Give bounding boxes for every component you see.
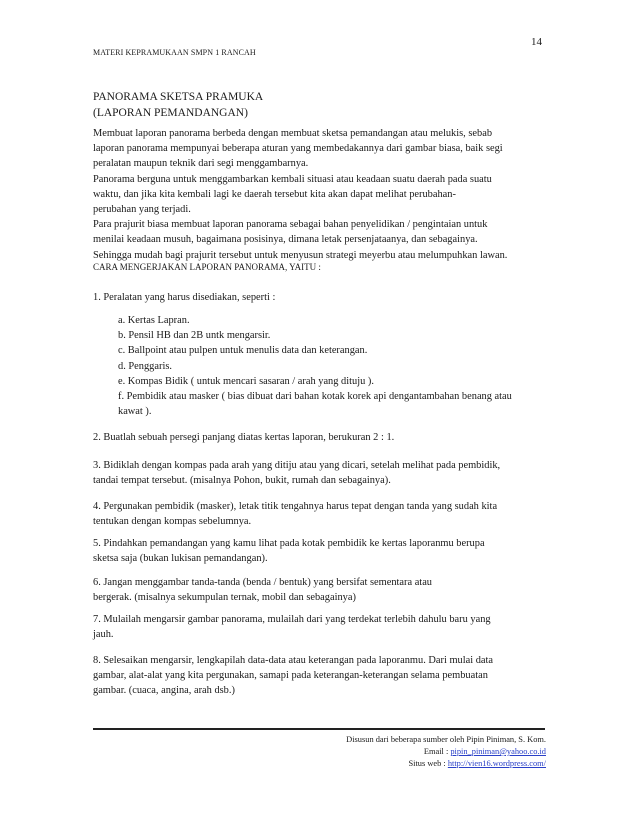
intro-paragraph — [93, 126, 545, 263]
text-line: 6. Jangan menggambar tanda-tanda (benda / bentuk) yang bersifat sementara atau — [93, 577, 432, 588]
footer-source: Disusun dari beberapa sumber oleh Pipin Piniman, S. Kom. — [346, 735, 546, 744]
footer — [346, 734, 546, 770]
text-line: gambar. (cuaca, angina, arah dsb.) — [93, 685, 235, 697]
text-line: gambar, alat-alat yang kita pergunakan, samapi pada keterangan-keterangan selama pembuatan — [93, 670, 488, 682]
list-item: d. Penggaris. — [118, 360, 172, 372]
list-item: c. Ballpoint atau pulpen untuk menulis data dan keterangan. — [118, 345, 368, 357]
step-7 — [93, 612, 545, 642]
list-item: b. Pensil HB dan 2B untk mengarsir. — [118, 330, 271, 342]
text-line: jauh. — [93, 629, 114, 641]
title-line-2: (LAPORAN PEMANDANGAN) — [93, 107, 248, 119]
text-line: 7. Mulailah mengarsir gambar panorama, mulailah dari yang terdekat terlebih dahulu baru yang — [93, 614, 491, 625]
website-link[interactable]: http://vien16.wordpress.com/ — [447, 759, 546, 768]
footer-email-line — [346, 746, 546, 758]
text-line: Sehingga mudah bagi prajurit tersebut untuk menyusun strategi meyerbu atau melumpuhkan lawan. — [93, 249, 508, 261]
title-line-1: PANORAMA SKETSA PRAMUKA — [93, 91, 264, 103]
text-line: 5. Pindahkan pemandangan yang kamu lihat pada kotak pembidik ke kertas laporanmu berupa — [93, 538, 485, 549]
email-link[interactable]: pipin_piniman@yahoo.co.id — [450, 747, 546, 756]
list-item: a. Kertas Lapran. — [118, 315, 190, 326]
list-item: e. Kompas Bidik ( untuk mencari sasaran / arah yang dituju ). — [118, 375, 374, 387]
text-line: sketsa saja (bukan lukisan pemandangan). — [93, 553, 268, 565]
footer-divider — [93, 728, 545, 730]
step-8 — [93, 653, 545, 699]
text-line: laporan panorama mempunyai beberapa aturan yang membedakannya dari gambar biasa, baik segi — [93, 143, 503, 155]
website-label: Situs web : — [408, 759, 448, 768]
step-3 — [93, 458, 545, 488]
step-4 — [93, 499, 545, 529]
text-line: 4. Pergunakan pembidik (masker), letak titik tengahnya harus tepat dengan tanda yang sudah kita — [93, 501, 498, 512]
text-line: Membuat laporan panorama berbeda dengan membuat sketsa pemandangan atau melukis, sebab — [93, 128, 493, 139]
equipment-list — [118, 313, 545, 419]
text-line: tandai tempat tersebut. (misalnya Pohon, bukit, rumah dan sebagainya). — [93, 475, 391, 487]
step-5 — [93, 536, 545, 566]
text-line: 8. Selesaikan mengarsir, lengkapilah data-data atau keterangan pada laporanmu. Dari mulai data — [93, 655, 494, 666]
text-line: peralatan maupun teknik dari segi menggambarnya. — [93, 158, 309, 170]
list-item: f. Pembidik atau masker ( bias dibuat dari bahan kotak korek api dengantambahan benang atau — [118, 391, 512, 403]
text-line: Panorama berguna untuk menggambarkan kembali situasi atau keadaan suatu daerah pada suatu — [93, 173, 492, 185]
document-title — [93, 89, 263, 121]
text-line: perubahan yang terjadi. — [93, 204, 191, 216]
step-2 — [93, 430, 545, 445]
footer-web-line — [346, 758, 546, 770]
list-item: kawat ). — [118, 406, 152, 418]
text-line: tentukan dengan kompas sebelumnya. — [93, 516, 252, 528]
text-line: 3. Bidiklah dengan kompas pada arah yang ditiju atau yang dicari, setelah melihat pada pembidik, — [93, 460, 501, 471]
section-heading: CARA MENGERJAKAN LAPORAN PANORAMA, YAITU : — [93, 262, 321, 272]
text-line: Para prajurit biasa membuat laporan panorama sebagai bahan penyelidikan / pengintaian untuk — [93, 219, 488, 231]
step-1: 1. Peralatan yang harus disediakan, seperti : — [93, 292, 276, 303]
running-header: MATERI KEPRAMUKAAN SMPN 1 RANCAH — [93, 48, 256, 57]
text-line: bergerak. (misalnya sekumpulan ternak, mobil dan sebagainya) — [93, 592, 356, 604]
page-number: 14 — [531, 36, 542, 48]
text-line: waktu, dan jika kita kembali lagi ke daerah tersebut kita akan dapat melihat perubahan- — [93, 188, 456, 200]
text-line: menilai keadaan musuh, bagaimana posisinya, dimana letak persenjataanya, dan sebagainya. — [93, 234, 478, 246]
step-6 — [93, 575, 545, 605]
text-line: 2. Buatlah sebuah persegi panjang diatas kertas laporan, berukuran 2 : 1. — [93, 432, 395, 443]
email-label: Email : — [423, 747, 451, 756]
